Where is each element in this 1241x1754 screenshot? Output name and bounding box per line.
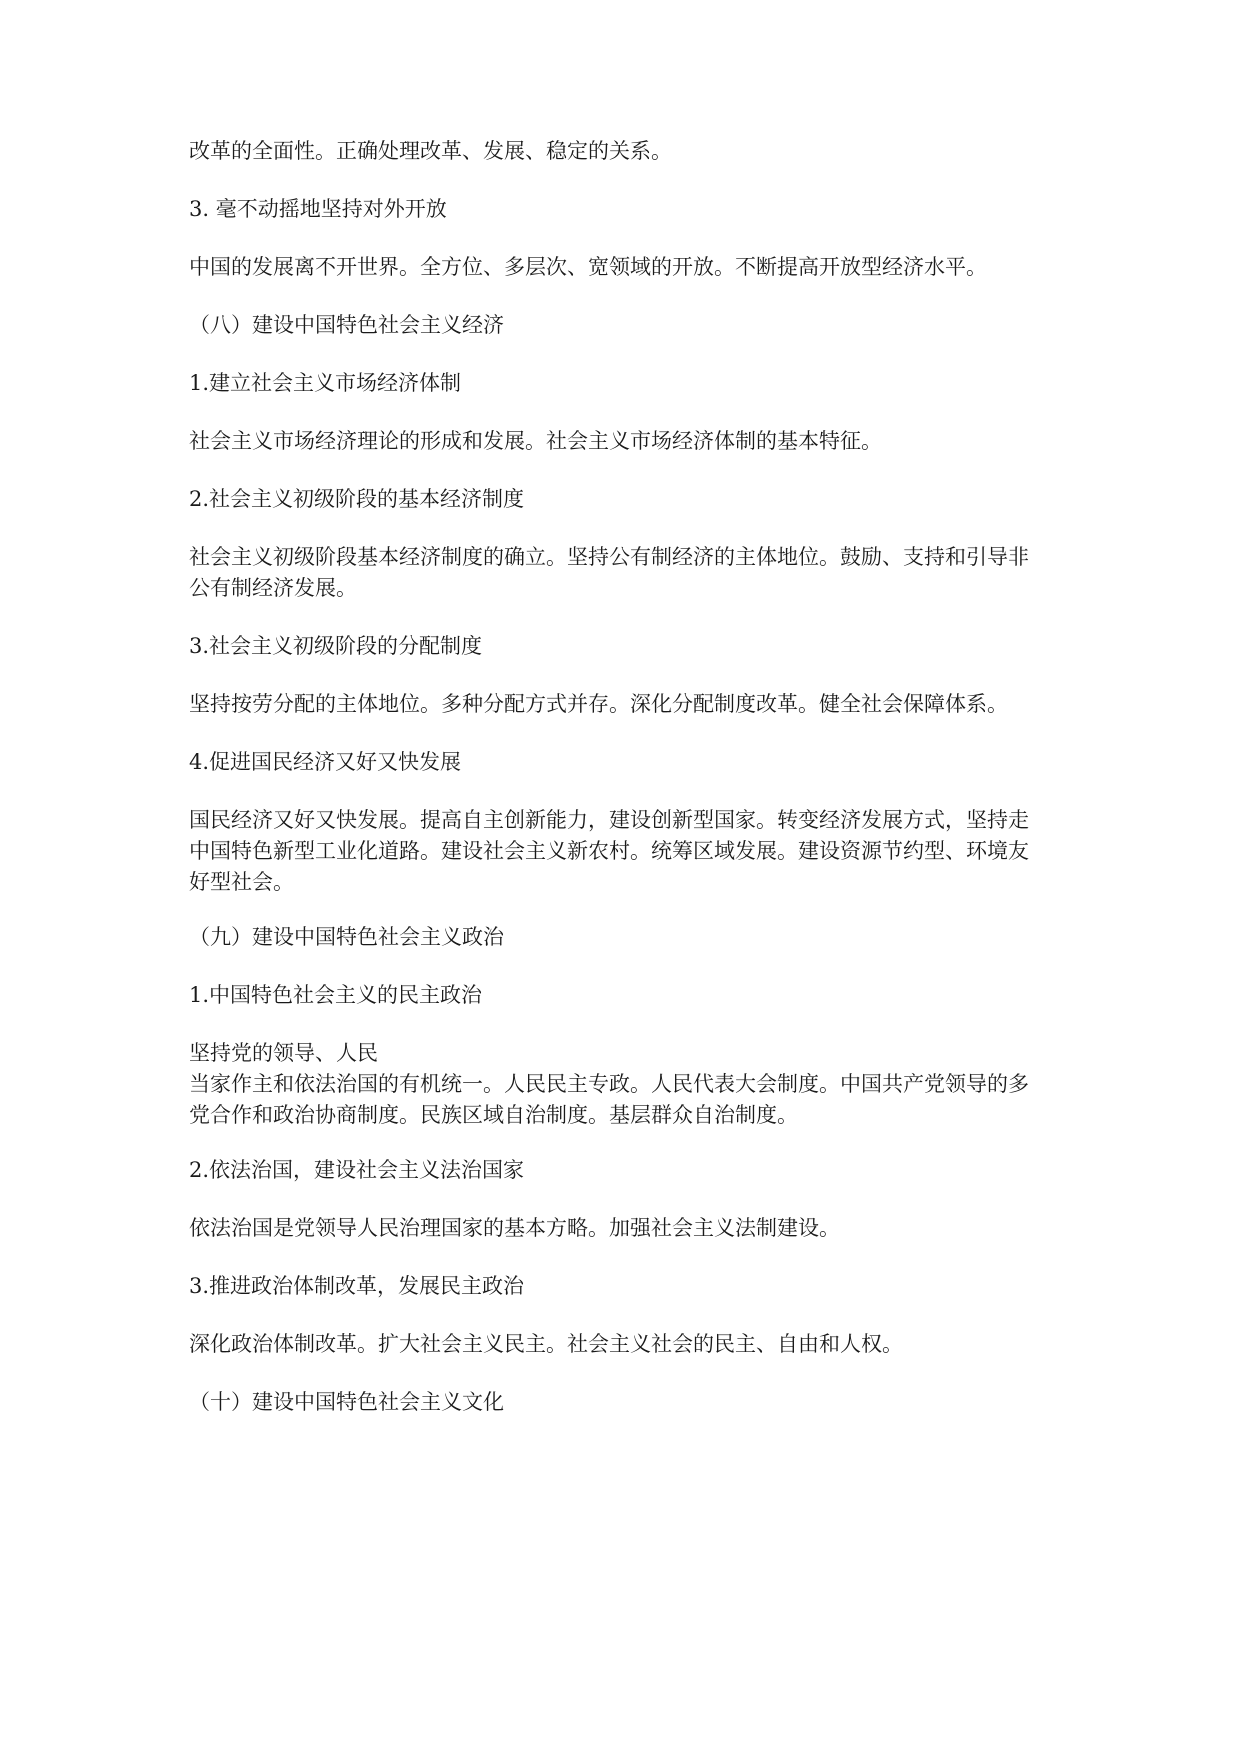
text-line: 3. 毫不动摇地坚持对外开放 [189,197,447,221]
text-line: 3.推进政治体制改革，发展民主政治 [189,1274,525,1298]
text-line: 2.依法治国，建设社会主义法治国家 [189,1158,525,1182]
text-line: 坚持按劳分配的主体地位。多种分配方式并存。深化分配制度改革。健全社会保障体系。 [189,692,1008,716]
paragraph-national-economy [189,805,1069,898]
subheading-rule-of-law [189,1155,1069,1186]
text-line: 深化政治体制改革。扩大社会主义民主。社会主义社会的民主、自由和人权。 [189,1332,903,1356]
text-line: 党合作和政治协商制度。民族区域自治制度。基层群众自治制度。 [189,1103,798,1127]
subheading-basic-economic-system [189,484,1069,515]
subheading-opening-up [189,194,1069,225]
paragraph-political-reform [189,1329,1069,1360]
text-line: （八）建设中国特色社会主义经济 [189,313,504,337]
text-line: 2.社会主义初级阶段的基本经济制度 [189,487,525,511]
text-line: 中国的发展离不开世界。全方位、多层次、宽领域的开放。不断提高开放型经济水平。 [189,255,987,279]
text-line: （九）建设中国特色社会主义政治 [189,925,504,949]
subheading-distribution-system [189,631,1069,662]
paragraph-basic-economic-system [189,542,1069,604]
paragraph-democratic-politics [189,1038,1069,1131]
subheading-political-reform [189,1271,1069,1302]
text-line: 改革的全面性。正确处理改革、发展、稳定的关系。 [189,139,672,163]
paragraph-reform-comprehensiveness [189,136,1069,167]
text-line: 1.建立社会主义市场经济体制 [189,371,462,395]
paragraph-distribution-system [189,689,1069,720]
section-heading-culture [189,1387,1069,1418]
subheading-market-economy [189,368,1069,399]
paragraph-opening-up [189,252,1069,283]
text-line: 公有制经济发展。 [189,576,357,600]
text-line: 中国特色新型工业化道路。建设社会主义新农村。统筹区域发展。建设资源节约型、环境友 [189,839,1029,863]
text-line: （十）建设中国特色社会主义文化 [189,1390,504,1414]
text-line: 社会主义初级阶段基本经济制度的确立。坚持公有制经济的主体地位。鼓励、支持和引导非 [189,545,1029,569]
text-line: 依法治国是党领导人民治理国家的基本方略。加强社会主义法制建设。 [189,1216,840,1240]
section-heading-economy [189,310,1069,341]
subheading-national-economy [189,747,1069,778]
text-line: 当家作主和依法治国的有机统一。人民民主专政。人民代表大会制度。中国共产党领导的多 [189,1072,1029,1096]
text-line: 坚持党的领导、人民 [189,1041,378,1065]
text-line: 好型社会。 [189,870,294,894]
text-line: 4.促进国民经济又好又快发展 [189,750,462,774]
text-line: 国民经济又好又快发展。提高自主创新能力，建设创新型国家。转变经济发展方式，坚持走 [189,808,1029,832]
section-heading-politics [189,922,1069,953]
text-line: 社会主义市场经济理论的形成和发展。社会主义市场经济体制的基本特征。 [189,429,882,453]
text-line: 3.社会主义初级阶段的分配制度 [189,634,483,658]
paragraph-rule-of-law [189,1213,1069,1244]
subheading-democratic-politics [189,980,1069,1011]
text-line: 1.中国特色社会主义的民主政治 [189,983,483,1007]
paragraph-market-economy [189,426,1069,457]
